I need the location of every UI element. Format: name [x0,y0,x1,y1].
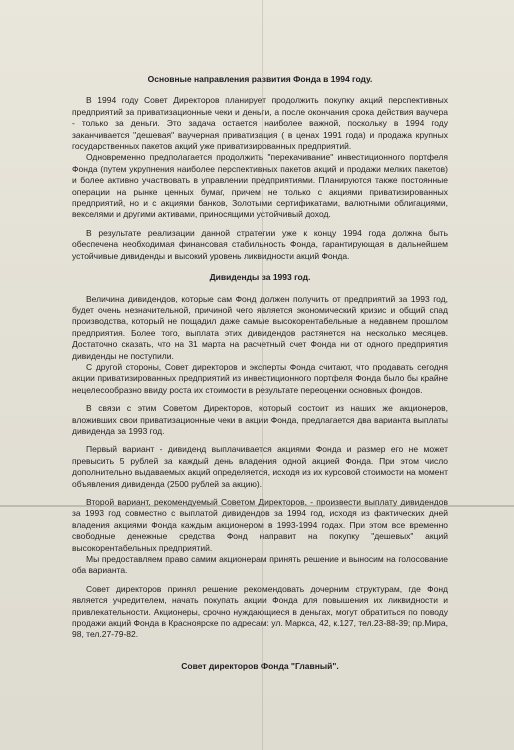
document-title: Основные направления развития Фонда в 1994 году. [147,74,373,84]
paragraph: Первый вариант - дивиденд выплачивается акциями Фонда и размер его не может превысить 5 рублей за каждый день владения одной акцией Фонда. При этом число дополнительно выдаваемых акций определяется, исходя из их курсовой стоимости на момент объявления дивиденда (2500 рублей за акцию). [72,444,448,489]
paragraph: Мы предоставляем право самим акционерам принять решение и выносим на голосование оба варианта. [72,554,448,576]
paragraph: Второй вариант, рекомендуемый Советом Директоров, - произвести выплату дивидендов за 1993 год совместно с выплатой дивидендов за 1994 год, исходя из фактических дней владения акциями Фонда каждым акционером в 1993-1994 годах. При этом все временно свободные денежные средства Фонд направит на покупку "дешевых" акций высокорентабельных предприятий. [72,497,448,553]
paragraph: С другой стороны, Совет директоров и эксперты Фонда считают, что продавать сегодня акции приватизированных предприятий из инвестиционного портфеля Фонда было бы крайне нецелесообразно ввиду роста их стоимости в результате переоценки основных фондов. [72,361,448,395]
paragraph: Одновременно предполагается продолжить "перекачивание" инвестиционного портфеля Фонда (путем укрупнения наиболее перспективных пакетов акций и продажи мелких пакетов) и более активно участвовать в управлении предприятиями. Планируются также постоянные операции на рынке ценных бумаг, причем не только с акциями приватизированных предприятий, но и с акциями банков, Золотыми сертификатами, валютными облигациями, векселями и другими активами, приносящими устойчивый доход. [72,152,448,220]
section-subtitle: Дивиденды за 1993 год. [209,272,311,283]
paragraph: В результате реализации данной стратегии уже к концу 1994 года должна быть обеспечена необходимая финансовая стабильность Фонда, гарантирующая в дальнейшем устойчивые дивиденды и высокий уровень ликвидности акций Фонда. [72,227,448,261]
paragraph: Величина дивидендов, которые сам Фонд должен получить от предприятий за 1993 год, будет очень незначительной, причиной чего является экономический кризис и общий спад производства, который не пощадил даже самые высокорентабельные а недавнем прошлом предприятия. Более того, выплата этих дивидендов растянется на несколько месяцев. Достаточно сказать, что на 31 марта на расчетный счет Фонда ни от одного предприятия дивиденды не поступили. [72,293,448,361]
paragraph: В связи с этим Советом Директоров, который состоит из наших же акционеров, вложивших свои приватизационные чеки в акции Фонда, предлагается два варианта выплаты дивиденда за 1993 год. [72,403,448,436]
paper-fold-horizontal [0,505,514,507]
signature: Совет директоров Фонда "Главный". [181,660,339,671]
paper-fold-vertical [262,0,263,750]
paragraph: В 1994 году Совет Директоров планирует продолжить покупку акций перспективных предприятий за приватизационные чеки и деньги, а после окончания срока действия ваучера - только за деньги. Это задача остается наиболее важной, поскольку в 1994 году заканчивается "дешевая" ваучерная приватизация ( в ценах 1991 года) и продажа крупных государственных пакетов акций уже приватизированных предприятий. [72,95,448,152]
paragraph: Совет директоров принял решение рекомендовать дочерним структурам, где Фонд является учредителем, начать покупать акции Фонда для повышения их ликвидности и привлекательности. Акционеры, срочно нуждающиеся в деньгах, могут обратиться по поводу продажи акций Фонда в Красноярске по адресам: ул. Маркса, 42, к.127, тел.23-88-39; пр.Мира, 98, тел.27-79-82. [72,583,448,640]
